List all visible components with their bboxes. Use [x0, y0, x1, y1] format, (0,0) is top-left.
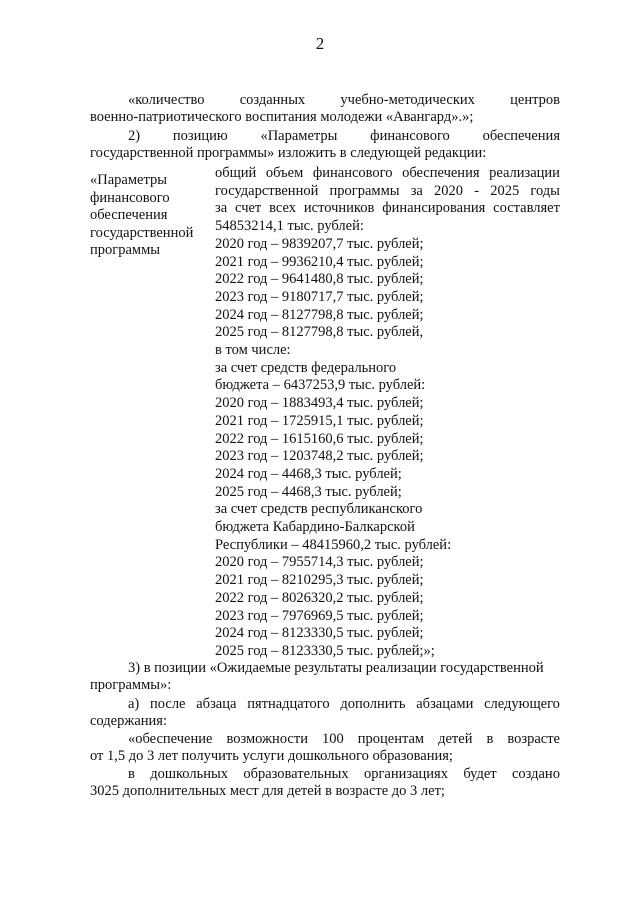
- word: за: [215, 200, 228, 217]
- parameter-name-column: [90, 172, 210, 260]
- word: детей: [438, 731, 473, 747]
- word: возрасте: [507, 731, 560, 747]
- item3-line-2: программы»:: [90, 677, 172, 693]
- word: пятнадцатого: [247, 696, 330, 712]
- word: «Параметры: [260, 128, 338, 144]
- word: счет: [235, 200, 262, 217]
- word: образовательных: [243, 766, 349, 782]
- word: создано: [511, 766, 560, 782]
- item2-line-1: [128, 128, 560, 145]
- right-line: 2022 год – 9641480,8 тыс. рублей;: [215, 271, 424, 288]
- right-justified-line: [215, 183, 560, 201]
- word: а): [128, 696, 140, 712]
- word: абзаца: [196, 696, 237, 712]
- word: годы: [530, 182, 560, 199]
- right-justified-line: [215, 165, 560, 183]
- right-line: 2021 год – 9936210,4 тыс. рублей;: [215, 253, 424, 270]
- word: следующего: [484, 696, 560, 712]
- word: реализации: [489, 165, 560, 181]
- right-line: 2024 год – 8127798,8 тыс. рублей;: [215, 306, 424, 323]
- right-line: 2020 год – 7955714,3 тыс. рублей;: [215, 554, 424, 571]
- word: позицию: [172, 128, 228, 144]
- paragraph-1-line-2: от 1,5 до 3 лет получить услуги дошкольного образования;: [90, 748, 453, 764]
- item2-line-2: государственной программы» изложить в следующей редакции:: [90, 145, 487, 161]
- left-line: государственной: [90, 224, 194, 241]
- word: в: [486, 731, 494, 747]
- word: финансирования: [382, 200, 486, 217]
- word: возможности: [226, 731, 308, 747]
- word: «обеспечение: [128, 731, 213, 747]
- word: после: [150, 696, 186, 712]
- left-line: программы: [90, 242, 160, 258]
- right-line: Республики – 48415960,2 тыс. рублей:: [215, 536, 452, 553]
- word: программы: [329, 182, 400, 199]
- word: источников: [303, 200, 375, 217]
- intro-line-1: [128, 92, 560, 109]
- word: центров: [510, 92, 560, 108]
- word: 2025: [490, 182, 520, 199]
- right-line: бюджета – 6437253,9 тыс. рублей:: [215, 377, 426, 394]
- word: государственной: [215, 182, 319, 199]
- left-line: «Параметры: [90, 172, 167, 188]
- word: общий: [215, 165, 257, 181]
- word: 2020: [434, 182, 464, 199]
- right-line: 2025 год – 4468,3 тыс. рублей;: [215, 483, 402, 500]
- right-line: за счет средств федерального: [215, 359, 397, 376]
- word: объем: [265, 165, 304, 181]
- right-line: 2021 год – 8210295,3 тыс. рублей;: [215, 572, 424, 589]
- word: в: [128, 766, 135, 782]
- right-line: 2023 год – 9180717,7 тыс. рублей;: [215, 288, 424, 305]
- word: созданных: [239, 92, 306, 108]
- word: процентам: [357, 731, 425, 747]
- right-line: 2021 год – 1725915,1 тыс. рублей;: [215, 412, 424, 429]
- left-line: обеспечения: [90, 207, 168, 223]
- right-line: 2022 год – 8026320,2 тыс. рублей;: [215, 589, 424, 606]
- right-line: за счет средств республиканского: [215, 501, 423, 518]
- word: учебно-методических: [340, 92, 475, 108]
- word: за: [410, 182, 423, 199]
- parameter-value-column: [215, 165, 560, 661]
- paragraph-1-line-1: [128, 731, 560, 748]
- word: всех: [269, 200, 297, 217]
- right-justified-line: [215, 200, 560, 218]
- right-line: 2020 год – 1883493,4 тыс. рублей;: [215, 395, 424, 412]
- right-line: в том числе:: [215, 342, 291, 359]
- right-line: 2024 год – 8123330,5 тыс. рублей;: [215, 625, 424, 642]
- item3-line-1: 3) в позиции «Ожидаемые результаты реализации государственной: [128, 660, 544, 676]
- word: организациях: [363, 766, 448, 782]
- left-line: финансового: [90, 189, 170, 206]
- page-number: 2: [315, 34, 325, 53]
- right-line: бюджета Кабардино-Балкарской: [215, 519, 415, 536]
- word: 100: [321, 731, 344, 747]
- word: дошкольных: [150, 766, 228, 782]
- right-line: 2025 год – 8127798,8 тыс. рублей,: [215, 324, 424, 341]
- word: -: [474, 182, 480, 199]
- word: дополнить: [340, 696, 406, 712]
- right-line: 2025 год – 8123330,5 тыс. рублей;»;: [215, 642, 435, 659]
- right-line: 2024 год – 4468,3 тыс. рублей;: [215, 465, 402, 482]
- word: финансового: [370, 128, 450, 144]
- paragraph-2-line-1: [128, 766, 560, 783]
- right-line: 54853214,1 тыс. рублей:: [215, 218, 364, 235]
- word: обеспечения: [402, 165, 480, 181]
- word: обеспечения: [482, 128, 560, 144]
- word: составляет: [493, 200, 560, 217]
- word: будет: [463, 766, 497, 782]
- intro-line-2: военно-патриотического воспитания молодежи «Авангард».»;: [90, 109, 474, 125]
- itema-line-2: содержания:: [90, 713, 168, 729]
- word: финансового: [312, 165, 393, 181]
- word: абзацами: [416, 696, 474, 712]
- word: 2): [128, 128, 141, 144]
- right-line: 2022 год – 1615160,6 тыс. рублей;: [215, 430, 424, 447]
- word: «количество: [128, 92, 205, 108]
- right-line: 2023 год – 7976969,5 тыс. рублей;: [215, 607, 424, 624]
- right-line: 2020 год – 9839207,7 тыс. рублей;: [215, 235, 424, 252]
- right-line: 2023 год – 1203748,2 тыс. рублей;: [215, 448, 424, 465]
- itema-line-1: [128, 696, 560, 713]
- paragraph-2-line-2: 3025 дополнительных мест для детей в возрасте до 3 лет;: [90, 783, 445, 799]
